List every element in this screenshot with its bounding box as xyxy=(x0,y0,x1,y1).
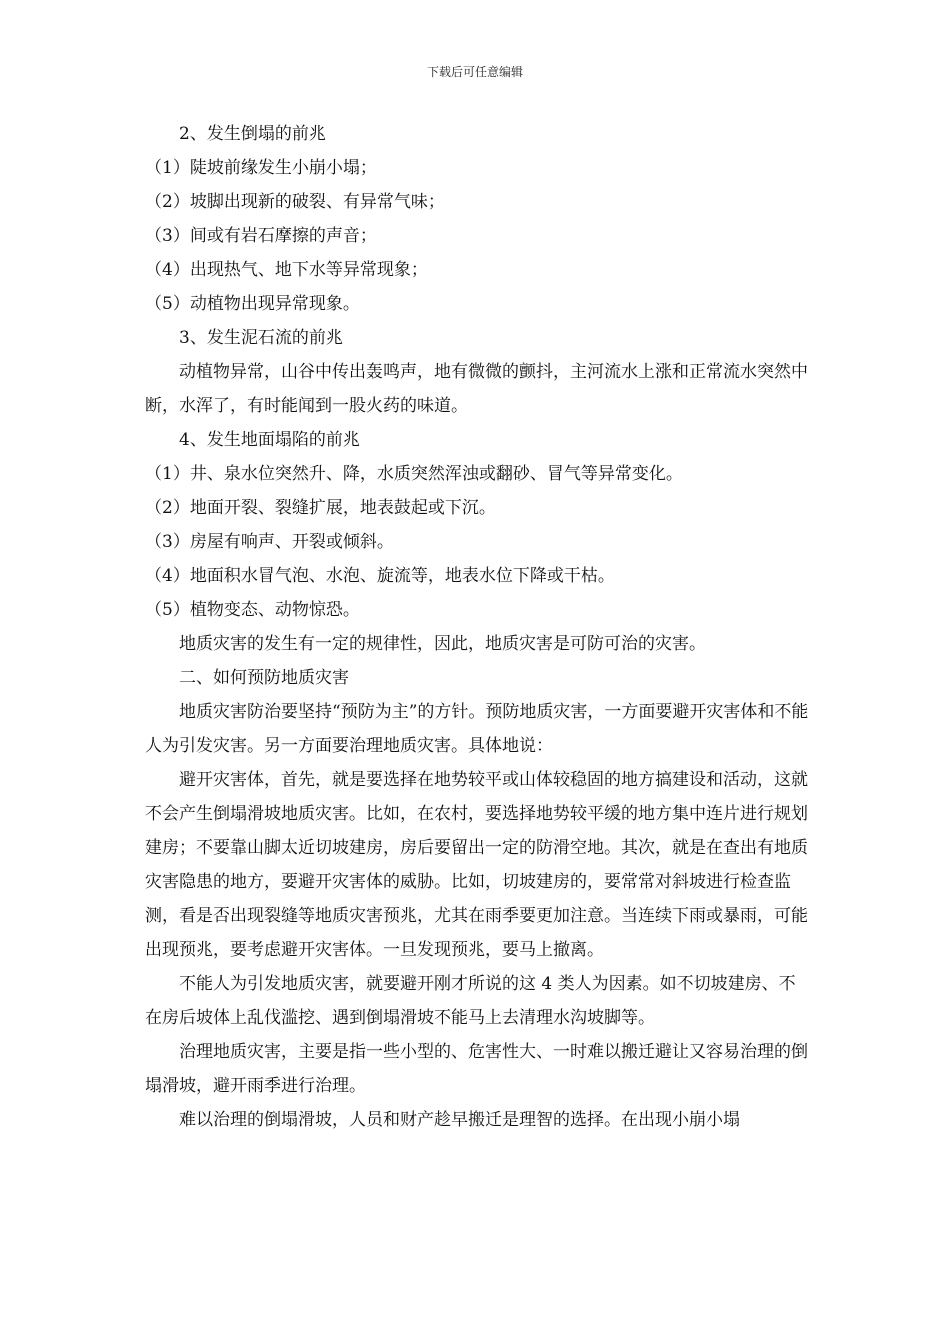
paragraph: 地质灾害防治要坚持“预防为主”的方针。预防地质灾害，一方面要避开灾害体和不能人为引发灾害。另一方面要治理地质灾害。具体地说： xyxy=(145,702,809,756)
list-item: （4）地面积水冒气泡、水泡、旋流等，地表水位下降或干枯。 xyxy=(145,566,615,586)
list-item: （3）间或有岩石摩擦的声音； xyxy=(145,226,377,246)
heading-debris-flow-signs: 3、发生泥石流的前兆 xyxy=(179,328,343,348)
list-item: （3）房屋有响声、开裂或倾斜。 xyxy=(145,532,394,552)
paragraph: 不能人为引发地质灾害，就要避开刚才所说的这 4 类人为因素。如不切坡建房、不在房后坡体上乱伐滥挖、遇到倒塌滑坡不能马上去清理水沟坡脚等。 xyxy=(145,974,796,1028)
paragraph: 动植物异常，山谷中传出轰鸣声，地有微微的颤抖，主河流水上涨和正常流水突然中断，水浑了，有时能闻到一股火药的味道。 xyxy=(145,362,808,416)
document-body xyxy=(145,117,809,1137)
paragraph: 地质灾害的发生有一定的规律性，因此，地质灾害是可防可治的灾害。 xyxy=(179,634,706,654)
heading-subsidence-signs: 4、发生地面塌陷的前兆 xyxy=(179,430,360,450)
list-item: （4）出现热气、地下水等异常现象； xyxy=(145,260,428,280)
list-item: （1）陡坡前缘发生小崩小塌； xyxy=(145,158,377,178)
list-item: （1）井、泉水位突然升、降，水质突然浑浊或翻砂、冒气等异常变化。 xyxy=(145,464,683,484)
page-header: 下载后可任意编辑 xyxy=(426,65,523,79)
list-item: （5）植物变态、动物惊恐。 xyxy=(145,600,360,620)
paragraph: 避开灾害体，首先，就是要选择在地势较平或山体较稳固的地方搞建设和活动，这就不会产生倒塌滑坡地质灾害。比如，在农村，要选择地势较平缓的地方集中连片进行规划建房；不要靠山脚太近切坡建房，房后要留出一定的防滑空地。其次，就是在查出有地质灾害隐患的地方，要避开灾害体的威胁。比如，切坡建房的，要常常对斜坡进行检查监测，看是否出现裂缝等地质灾害预兆，尤其在雨季要更加注意。当连续下雨或暴雨，可能出现预兆，要考虑避开灾害体。一旦发现预兆，要马上撤离。 xyxy=(145,770,808,960)
list-item: （2）地面开裂、裂缝扩展，地表鼓起或下沉。 xyxy=(145,498,496,518)
section-heading: 二、如何预防地质灾害 xyxy=(179,668,349,688)
paragraph: 难以治理的倒塌滑坡，人员和财产趁早搬迁是理智的选择。在出现小崩小塌 xyxy=(179,1110,740,1130)
heading-collapse-signs: 2、发生倒塌的前兆 xyxy=(179,124,326,144)
list-item: （2）坡脚出现新的破裂、有异常气味； xyxy=(145,192,445,212)
list-item: （5）动植物出现异常现象。 xyxy=(145,294,360,314)
paragraph: 治理地质灾害，主要是指一些小型的、危害性大、一时难以搬迁避让又容易治理的倒塌滑坡，避开雨季进行治理。 xyxy=(145,1042,808,1096)
